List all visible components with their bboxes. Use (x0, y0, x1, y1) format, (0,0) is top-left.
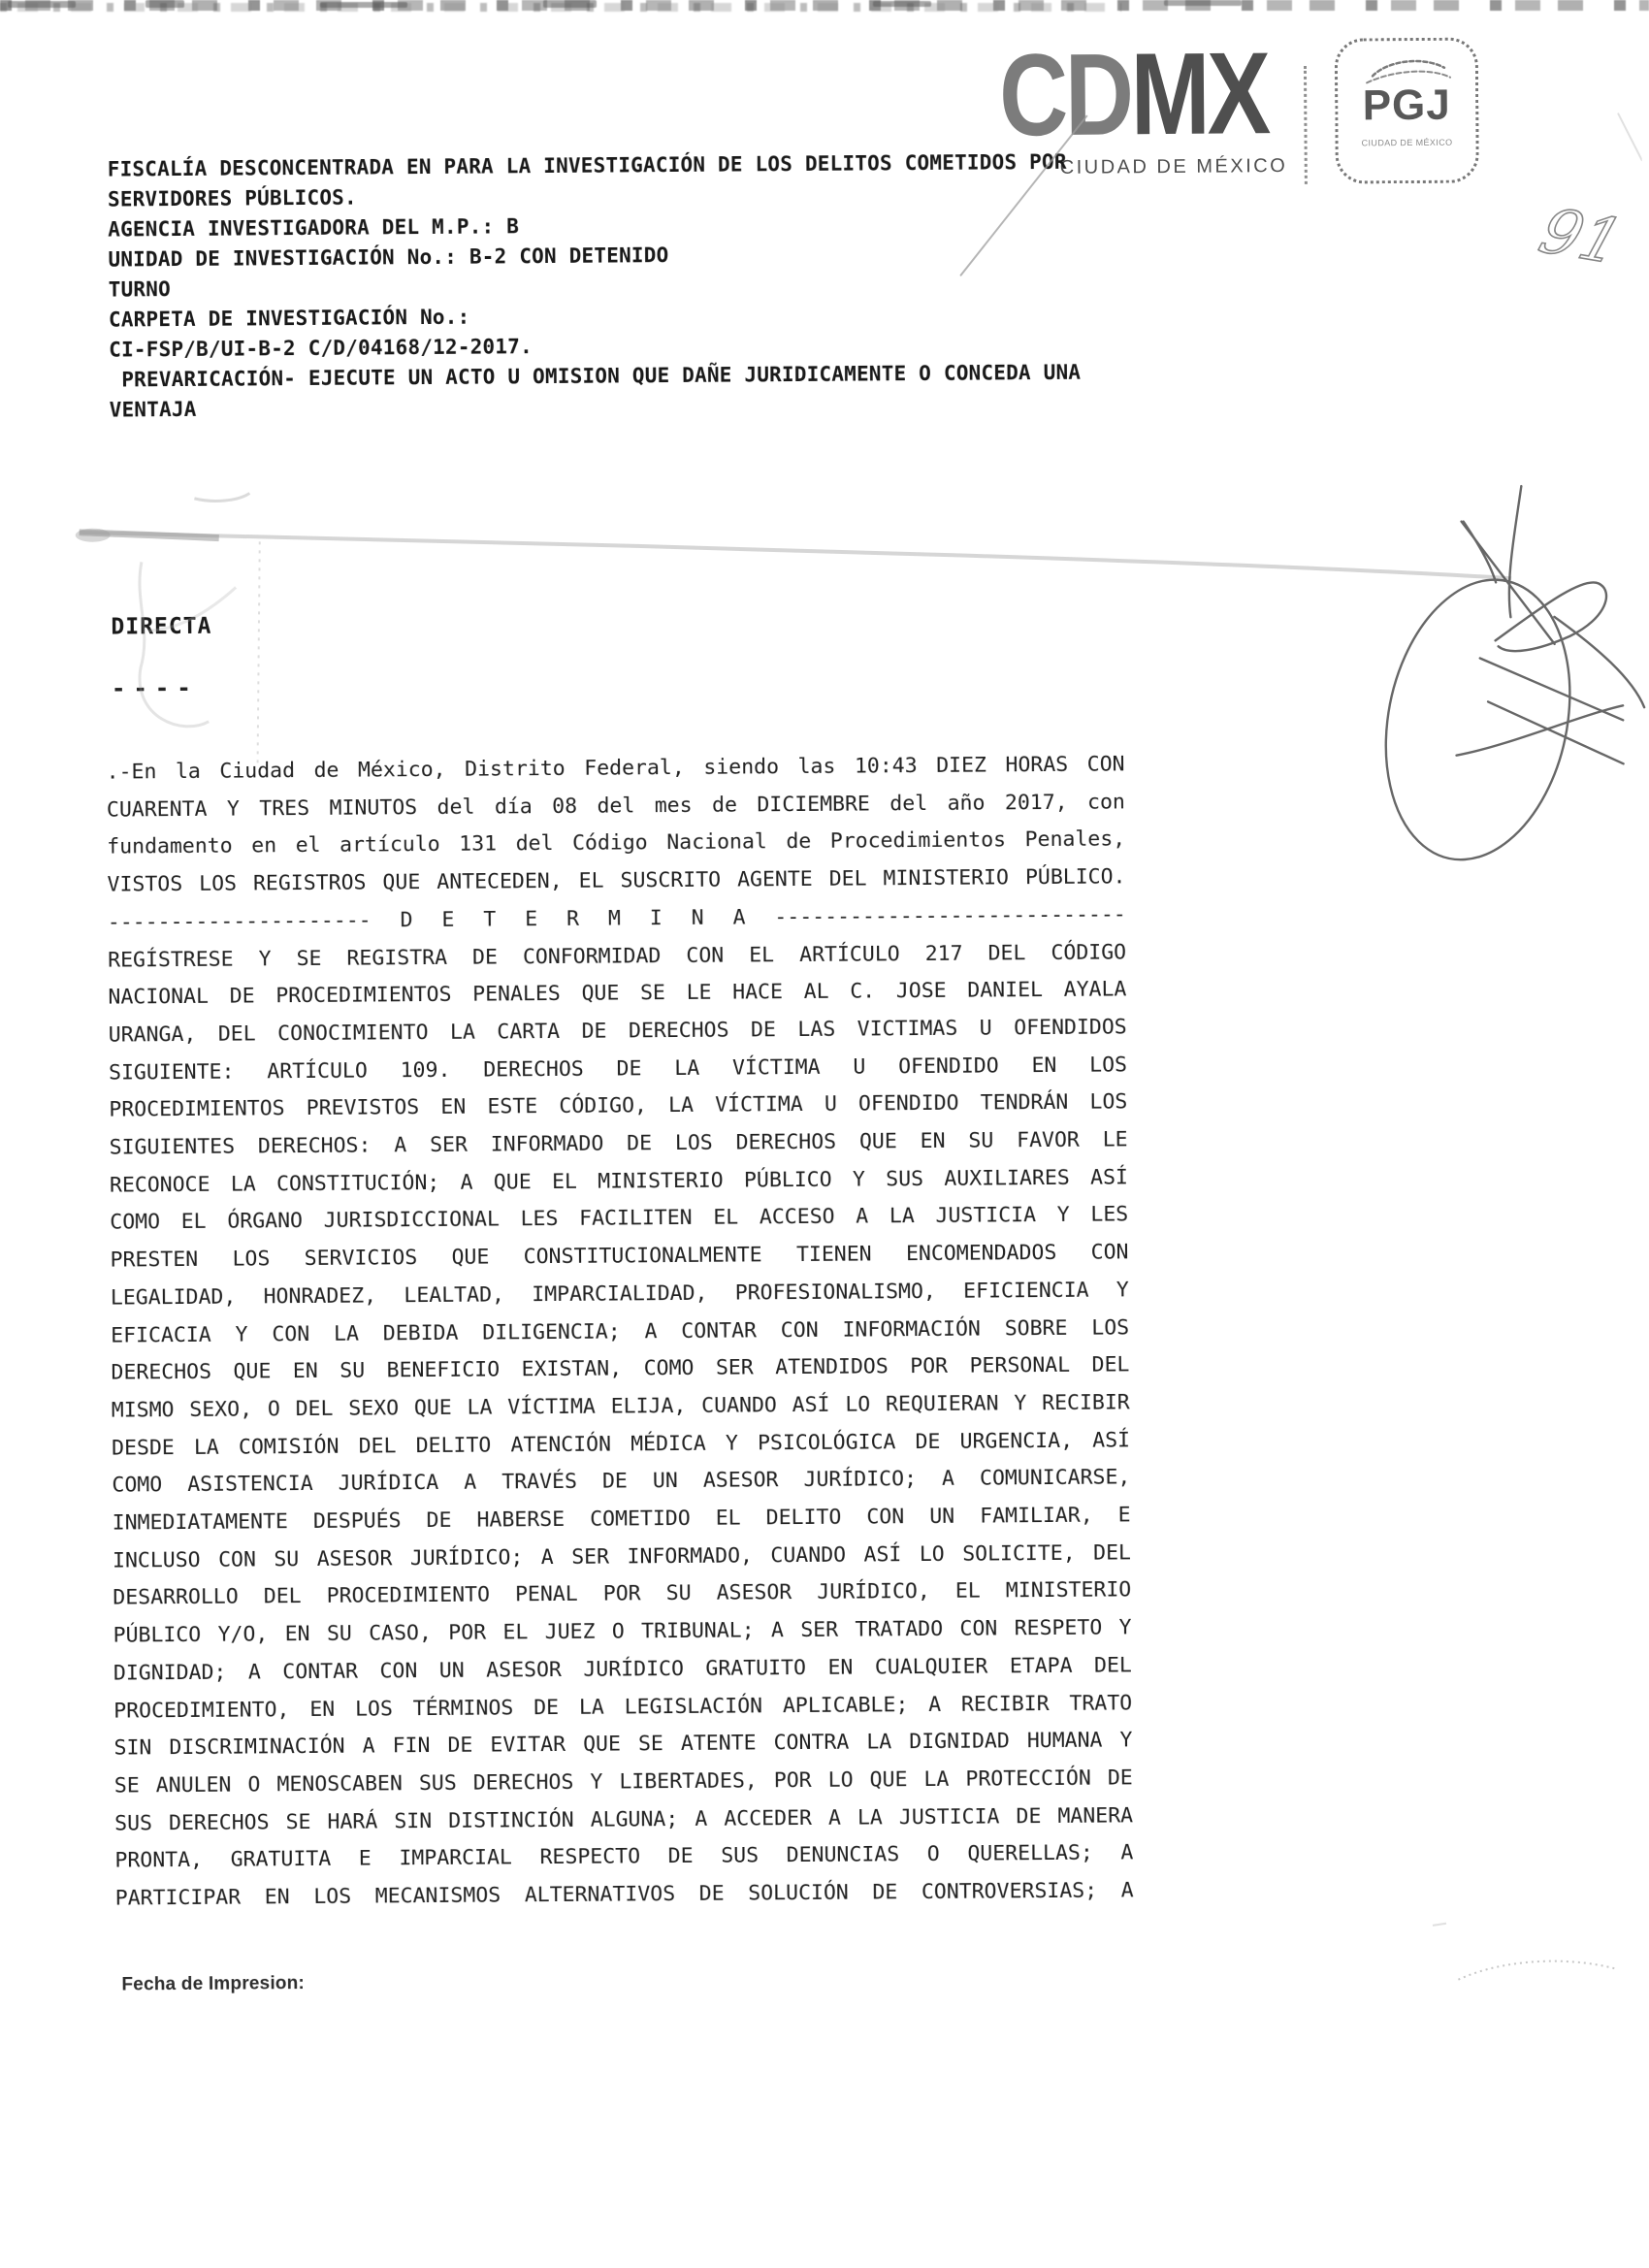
body-line: SIGUIENTE: ARTÍCULO 109. DERECHOS DE LA VÍCTIMA U OFENDIDO EN LOS (108, 1052, 1128, 1085)
pgj-badge (1335, 37, 1479, 183)
pgj-subtitle: CIUDAD DE MÉXICO (1361, 137, 1453, 148)
body-line: CUARENTA Y TRES MINUTOS del día 08 del mes de DICIEMBRE del año 2017, con (106, 790, 1125, 823)
header-line: AGENCIA INVESTIGADORA DEL M.P.: B (108, 214, 520, 242)
modalidad-label: DIRECTA (111, 613, 212, 640)
body-line: DIGNIDAD; A CONTAR CON UN ASESOR JURÍDICO GRATUITO EN CUALQUIER ETAPA DEL (113, 1653, 1132, 1686)
header-line: CI-FSP/B/UI-B-2 C/D/04168/12-2017. (109, 335, 533, 362)
body-line: NACIONAL DE PROCEDIMIENTOS PENALES QUE SE LE HACE AL C. JOSE DANIEL AYALA (108, 977, 1127, 1010)
body-line: PÚBLICO Y/O, EN SU CASO, POR EL JUEZ O TRIBUNAL; A SER TRATADO CON RESPETO Y (113, 1615, 1132, 1648)
cdmx-logo (998, 28, 1269, 161)
pgj-acronym: PGJ (1362, 81, 1451, 130)
header-line: SERVIDORES PÚBLICOS. (107, 185, 357, 211)
cdmx-wordmark-cd: CD (998, 29, 1132, 161)
body-line: INCLUSO CON SU ASESOR JURÍDICO; A SER INFORMADO, CUANDO ASÍ LO SOLICITE, DEL (112, 1540, 1132, 1573)
header-line: TURNO (108, 277, 172, 302)
signature-scribble (1384, 485, 1646, 860)
body-line: REGÍSTRESE Y SE REGISTRA DE CONFORMIDAD CON EL ARTÍCULO 217 DEL CÓDIGO (108, 939, 1127, 973)
body-line: SIN DISCRIMINACIÓN A FIN DE EVITAR QUE SE ATENTE CONTRA LA DIGNIDAD HUMANA Y (113, 1728, 1133, 1761)
body-line: --------------------- D E T E R M I N A ---------------------------- (107, 902, 1126, 935)
body-line: EFICACIA Y CON LA DEBIDA DILIGENCIA; A CONTAR CON INFORMACIÓN SOBRE LOS (111, 1314, 1130, 1348)
body-line: DESARROLLO DEL PROCEDIMIENTO PENAL POR SU ASESOR JURÍDICO, EL MINISTERIO (113, 1577, 1132, 1611)
body-line: PARTICIPAR EN LOS MECANISMOS ALTERNATIVOS DE SOLUCIÓN DE CONTROVERSIAS; A (114, 1878, 1134, 1911)
body-line: URANGA, DEL CONOCIMIENTO LA CARTA DE DERECHOS DE LAS VICTIMAS U OFENDIDOS (108, 1015, 1127, 1048)
body-line: VISTOS LOS REGISTROS QUE ANTECEDEN, EL SUSCRITO AGENTE DEL MINISTERIO PÚBLICO. (107, 864, 1126, 897)
body-line: LEGALIDAD, HONRADEZ, LEALTAD, IMPARCIALIDAD, PROFESIONALISMO, EFICIENCIA Y (110, 1278, 1129, 1311)
document-header (108, 147, 1082, 426)
header-line: UNIDAD DE INVESTIGACIÓN No.: B-2 CON DETENIDO (108, 243, 669, 272)
body-line: PRONTA, GRATUITA E IMPARCIAL RESPECTO DE SUS DENUNCIAS O QUERELLAS; A (114, 1840, 1134, 1873)
body-line: SE ANULEN O MENOSCABEN SUS DERECHOS Y LIBERTADES, POR LO QUE LA PROTECCIÓN DE (113, 1766, 1133, 1798)
body-line: INMEDIATAMENTE DESPUÉS DE HABERSE COMETIDO EL DELITO CON UN FAMILIAR, E (112, 1503, 1131, 1536)
body-line: SIGUIENTES DERECHOS: A SER INFORMADO DE LOS DERECHOS QUE EN SU FAVOR LE (109, 1127, 1128, 1160)
header-line: PREVARICACIÓN- EJECUTE UN ACTO U OMISION QUE DAÑE JURIDICAMENTE O CONCEDA UNA (109, 360, 1082, 392)
body-line: PRESTEN LOS SERVICIOS QUE CONSTITUCIONALMENTE TIENEN ENCOMENDADOS CON (110, 1240, 1129, 1273)
body-line: COMO ASISTENCIA JURÍDICA A TRAVÉS DE UN ASESOR JURÍDICO; A COMUNICARSE, (112, 1465, 1131, 1498)
logo-divider (1304, 66, 1308, 184)
header-line: FISCALÍA DESCONCENTRADA EN PARA LA INVESTIGACIÓN DE LOS DELITOS COMETIDOS POR (107, 149, 1067, 181)
smudge-streak (76, 517, 1511, 590)
cdmx-wordmark-mx: MX (1130, 28, 1269, 160)
header-line: VENTAJA (109, 397, 197, 422)
body-line: PROCEDIMIENTOS PREVISTOS EN ESTE CÓDIGO, LA VÍCTIMA U OFENDIDO TENDRÁN LOS (109, 1089, 1128, 1122)
body-line: DESDE LA COMISIÓN DEL DELITO ATENCIÓN MÉDICA Y PSICOLÓGICA DE URGENCIA, ASÍ (111, 1427, 1131, 1461)
pgj-eagle-icon (1353, 50, 1460, 90)
dash-separator: ---- (111, 673, 199, 702)
body-line: SUS DERECHOS SE HARÁ SIN DISTINCIÓN ALGUNA; A ACCEDER A LA JUSTICIA DE MANERA (114, 1803, 1134, 1836)
body-line: .-En la Ciudad de México, Distrito Federal, siendo las 10:43 DIEZ HORAS CON (106, 752, 1125, 785)
body-line: RECONOCE LA CONSTITUCIÓN; A QUE EL MINISTERIO PÚBLICO Y SUS AUXILIARES ASÍ (109, 1165, 1129, 1198)
body-paragraph (106, 746, 1133, 1918)
header-line: CARPETA DE INVESTIGACIÓN No.: (108, 305, 470, 332)
bottom-right-mark (1433, 1922, 1615, 1979)
cdmx-subtitle: CIUDAD DE MÉXICO (1059, 155, 1288, 178)
body-line: COMO EL ÓRGANO JURISDICCIONAL LES FACILITEN EL ACCESO A LA JUSTICIA Y LES (110, 1202, 1129, 1236)
handwritten-page-number: 91 (1531, 196, 1632, 279)
body-line: MISMO SEXO, O DEL SEXO QUE LA VÍCTIMA ELIJA, CUANDO ASÍ LO REQUIERAN Y RECIBIR (111, 1390, 1130, 1423)
body-line: PROCEDIMIENTO, EN LOS TÉRMINOS DE LA LEGISLACIÓN APLICABLE; A RECIBIR TRATO (113, 1690, 1133, 1724)
body-line: fundamento en el artículo 131 del Código Nacional de Procedimientos Penales, (107, 826, 1126, 860)
body-line: DERECHOS QUE EN SU BENEFICIO EXISTAN, COMO SER ATENDIDOS POR PERSONAL DEL (111, 1352, 1130, 1385)
print-date-label: Fecha de Impresion: (121, 1973, 306, 1995)
